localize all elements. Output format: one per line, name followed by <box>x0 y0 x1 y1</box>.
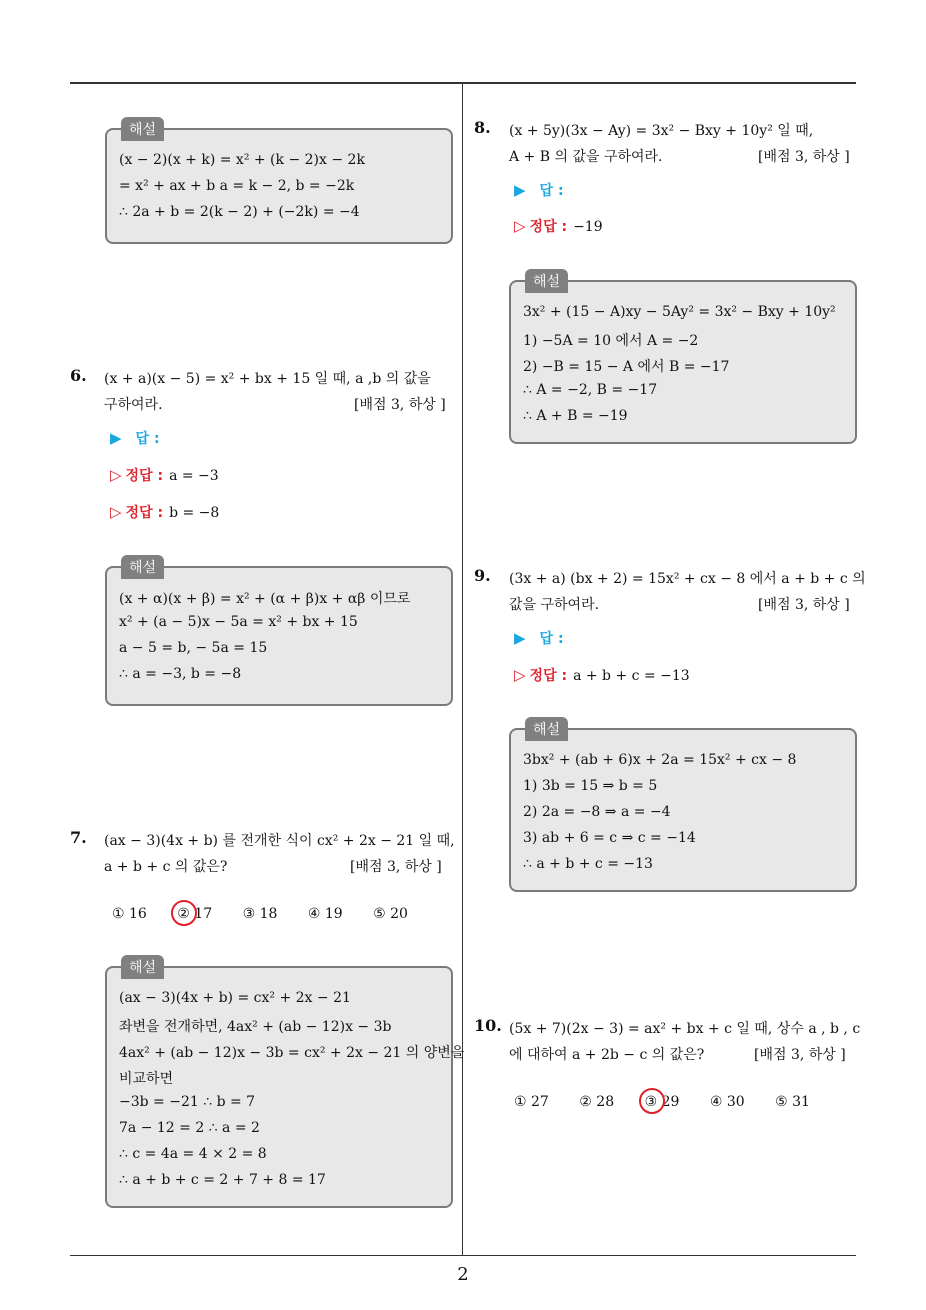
choice-2[interactable] <box>177 906 212 922</box>
selected-circle-icon <box>171 900 197 926</box>
correct-value: −19 <box>573 219 603 235</box>
correct-label: 정답 : <box>529 668 568 684</box>
explain-line: (ax − 3)(4x + b) = cx² + 2x − 21 <box>119 990 351 1006</box>
choice-1[interactable]: ① 27 <box>514 1094 549 1110</box>
explain-line: ∴ A + B = −19 <box>523 408 628 424</box>
question-number: 7. <box>70 828 87 847</box>
explain-line: ∴ a = −3, b = −8 <box>119 666 242 682</box>
bottom-rule <box>70 1255 856 1256</box>
choice-2[interactable]: ② 28 <box>579 1094 615 1110</box>
explain-tag: 해설 <box>121 117 164 141</box>
triangle-outline-icon: ▷ <box>110 466 122 484</box>
explain-box-q7 <box>105 960 465 1208</box>
correct-label: 정답 : <box>529 219 568 235</box>
correct-label: 정답 : <box>125 468 164 484</box>
question-text: (x + 5y)(3x − Ay) = 3x² − Bxy + 10y² 일 때, <box>509 123 814 139</box>
answer-line <box>514 628 564 648</box>
question-text: (3x + a) (bx + 2) = 15x² + cx − 8 에서 a + b + c 의 <box>509 571 866 587</box>
play-icon: ▶ <box>514 181 526 199</box>
score-label: [배점 3, 하상 ] <box>354 397 446 413</box>
explain-line: ∴ A = −2, B = −17 <box>523 382 658 398</box>
explain-line: 2) 2a = −8 ⇒ a = −4 <box>523 804 671 820</box>
question-text: a + b + c 의 값은? <box>104 859 228 875</box>
question-number: 10. <box>474 1016 502 1035</box>
choice-1[interactable]: ① 16 <box>112 906 147 922</box>
choice-2-label: ② 17 <box>177 906 213 922</box>
triangle-outline-icon: ▷ <box>110 503 122 521</box>
play-icon: ▶ <box>110 429 122 447</box>
score-label: [배점 3, 하상 ] <box>758 597 850 613</box>
explain-line: 3x² + (15 − A)xy − 5Ay² = 3x² − Bxy + 10y² <box>523 304 836 320</box>
selected-circle-icon <box>639 1088 665 1114</box>
question-text: A + B 의 값을 구하여라. <box>509 149 663 165</box>
explain-line: = x² + ax + b a = k − 2, b = −2k <box>119 178 355 194</box>
score-label: [배점 3, 하상 ] <box>754 1047 846 1063</box>
question-number: 8. <box>474 118 491 137</box>
explain-line: ∴ a + b + c = 2 + 7 + 8 = 17 <box>119 1172 326 1188</box>
answer-line <box>514 180 564 200</box>
answer-line <box>110 428 160 448</box>
explain-line: 3) ab + 6 = c ⇒ c = −14 <box>523 830 696 846</box>
explain-line: −3b = −21 ∴ b = 7 <box>119 1094 256 1110</box>
explain-line: 2) −B = 15 − A 에서 B = −17 <box>523 359 730 375</box>
explain-line: ∴ c = 4a = 4 × 2 = 8 <box>119 1146 267 1162</box>
explain-tag: 해설 <box>121 555 164 579</box>
explain-line: (x − 2)(x + k) = x² + (k − 2)x − 2k <box>119 152 365 168</box>
correct-answer-line <box>514 665 690 685</box>
explain-line: 비교하면 <box>119 1071 174 1087</box>
question-text: (x + a)(x − 5) = x² + bx + 15 일 때, a ,b 의 값을 <box>104 371 431 387</box>
explain-line: 1) 3b = 15 ⇒ b = 5 <box>523 778 658 794</box>
column-divider <box>462 84 463 1256</box>
correct-value: a + b + c = −13 <box>573 668 690 684</box>
explain-tag: 해설 <box>525 717 568 741</box>
choice-5[interactable]: ⑤ 20 <box>373 906 408 922</box>
explain-box-q9 <box>509 722 857 892</box>
explain-line: 4ax² + (ab − 12)x − 3b = cx² + 2x − 21 의 양변을 <box>119 1045 465 1061</box>
explain-line: 7a − 12 = 2 ∴ a = 2 <box>119 1120 260 1136</box>
choice-3[interactable] <box>645 1094 680 1110</box>
correct-label: 정답 : <box>125 505 164 521</box>
choice-5[interactable]: ⑤ 31 <box>775 1094 810 1110</box>
choice-3[interactable]: ③ 18 <box>242 906 278 922</box>
triangle-outline-icon: ▷ <box>514 666 526 684</box>
explain-line: (x + α)(x + β) = x² + (α + β)x + αβ 이므로 <box>119 591 411 607</box>
choice-list <box>514 1094 836 1110</box>
explain-tag: 해설 <box>525 269 568 293</box>
explain-line: 3bx² + (ab + 6)x + 2a = 15x² + cx − 8 <box>523 752 797 768</box>
correct-value: a = −3 <box>169 468 219 484</box>
question-text: 구하여라. <box>104 397 163 413</box>
correct-answer-line <box>110 502 219 522</box>
question-number: 6. <box>70 366 87 385</box>
choice-4[interactable]: ④ 30 <box>709 1094 745 1110</box>
explain-tag: 해설 <box>121 955 164 979</box>
play-icon: ▶ <box>514 629 526 647</box>
explain-line: ∴ 2a + b = 2(k − 2) + (−2k) = −4 <box>119 204 360 220</box>
explain-line: x² + (a − 5)x − 5a = x² + bx + 15 <box>119 614 358 630</box>
explain-box-q5 <box>105 122 453 244</box>
choice-4[interactable]: ④ 19 <box>307 906 343 922</box>
correct-answer-line <box>514 216 603 236</box>
page-number: 2 <box>457 1264 469 1285</box>
choice-list <box>112 906 434 922</box>
explain-box-q6 <box>105 560 453 706</box>
explain-line: 1) −5A = 10 에서 A = −2 <box>523 333 699 349</box>
explain-line: 좌변을 전개하면, 4ax² + (ab − 12)x − 3b <box>119 1019 392 1035</box>
top-rule <box>70 82 856 84</box>
correct-answer-line <box>110 465 219 485</box>
correct-value: b = −8 <box>169 505 220 521</box>
question-text: (ax − 3)(4x + b) 를 전개한 식이 cx² + 2x − 21 일 때, <box>104 833 455 849</box>
choice-3-label: ③ 29 <box>644 1094 680 1110</box>
score-label: [배점 3, 하상 ] <box>758 149 850 165</box>
score-label: [배점 3, 하상 ] <box>350 859 442 875</box>
explain-line: a − 5 = b, − 5a = 15 <box>119 640 268 656</box>
explain-box-q8 <box>509 274 857 444</box>
explain-line: ∴ a + b + c = −13 <box>523 856 653 872</box>
question-text: (5x + 7)(2x − 3) = ax² + bx + c 일 때, 상수 a , b , c <box>509 1021 861 1037</box>
answer-label: 답 : <box>539 183 564 199</box>
answer-label: 답 : <box>135 431 160 447</box>
question-text: 값을 구하여라. <box>509 597 600 613</box>
answer-label: 답 : <box>539 631 564 647</box>
question-text: 에 대하여 a + 2b − c 의 값은? <box>509 1047 705 1063</box>
question-number: 9. <box>474 566 491 585</box>
triangle-outline-icon: ▷ <box>514 217 526 235</box>
